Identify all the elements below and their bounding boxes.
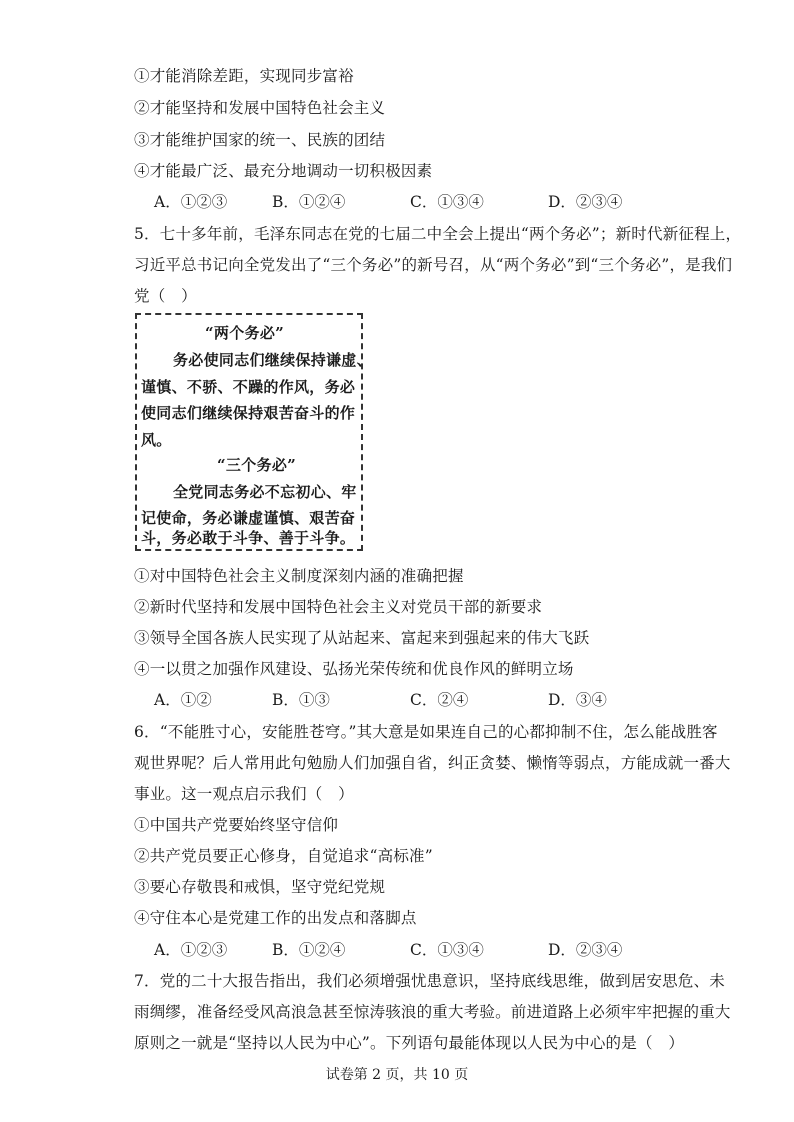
q6-stem-line-2: 观世界呢？后人常用此句勉励人们加强自省，纠正贪婪、懒惰等弱点，方能成就一番大 <box>134 754 731 772</box>
q6-stem-line-1: 6．“不能胜寸心，安能胜苍穹。”其大意是如果连自己的心都抑制不住，怎么能战胜客 <box>134 723 718 741</box>
q5-item-4: ④一以贯之加强作风建设、弘扬光荣传统和优良作风的鲜明立场 <box>134 660 574 678</box>
q6-stem-line-3: 事业。这一观点启示我们（ ） <box>134 785 354 803</box>
q4-option-b: B．①②④ <box>272 193 346 211</box>
q6-item-4: ④守住本心是党建工作的出发点和落脚点 <box>134 909 417 927</box>
q5-option-b: B．①③ <box>272 691 330 709</box>
box-body2-line-2: 记使命，务必谦虚谨慎、艰苦奋 <box>141 509 356 527</box>
q6-option-c: C．①③④ <box>410 941 484 959</box>
box-body1-line-2: 谨慎、不骄、不躁的作风，务必 <box>141 378 356 396</box>
box-body1-line-1: 务必使同志们继续保持谦虚、 <box>173 351 372 369</box>
q5-stem-line-1: 5．七十多年前，毛泽东同志在党的七届二中全会上提出“两个务必”；新时代新征程上， <box>134 225 742 243</box>
box-body2-line-1: 全党同志务必不忘初心、牢 <box>173 483 357 501</box>
q4-item-2: ②才能坚持和发展中国特色社会主义 <box>134 99 386 117</box>
q4-item-1: ①才能消除差距，实现同步富裕 <box>134 67 354 85</box>
q6-item-1: ①中国共产党要始终坚守信仰 <box>134 816 339 834</box>
q6-option-b: B．①②④ <box>272 941 346 959</box>
box-title-three-musts: “三个务必” <box>217 456 297 474</box>
q5-option-c: C．②④ <box>410 691 469 709</box>
box-body1-line-4: 风。 <box>141 431 172 449</box>
q4-option-d: D．②③④ <box>548 193 623 211</box>
q5-stem-line-2: 习近平总书记向全党发出了“三个务必”的新号召，从“两个务必”到“三个务必”，是我们 <box>134 256 733 274</box>
q6-option-a: A．①②③ <box>154 941 228 959</box>
q6-option-d: D．②③④ <box>548 941 623 959</box>
q5-stem-line-3: 党（ ） <box>134 287 197 305</box>
q6-item-3: ③要心存敬畏和戒惧，坚守党纪党规 <box>134 878 386 896</box>
q5-item-2: ②新时代坚持和发展中国特色社会主义对党员干部的新要求 <box>134 598 543 616</box>
q5-option-a: A．①② <box>154 691 212 709</box>
q4-item-4: ④才能最广泛、最充分地调动一切积极因素 <box>134 162 433 180</box>
page-footer: 试卷第 2 页，共 10 页 <box>325 1067 469 1083</box>
box-title-two-musts: “两个务必” <box>205 324 285 342</box>
box-body2-line-3: 斗，务必敢于斗争、善于斗争。 <box>141 529 356 547</box>
q4-item-3: ③才能维护国家的统一、民族的团结 <box>134 131 386 149</box>
q4-option-c: C．①③④ <box>410 193 484 211</box>
q7-stem-line-2: 雨绸缪，准备经受风高浪急甚至惊涛骇浪的重大考验。前进道路上必须牢牢把握的重大 <box>134 1003 731 1021</box>
q5-item-1: ①对中国特色社会主义制度深刻内涵的准确把握 <box>134 567 464 585</box>
q7-stem-line-1: 7．党的二十大报告指出，我们必须增强忧患意识，坚持底线思维，做到居安思危、未 <box>134 972 725 990</box>
q4-option-a: A．①②③ <box>154 193 228 211</box>
q5-material-box <box>135 313 372 551</box>
q5-item-3: ③领导全国各族人民实现了从站起来、富起来到强起来的伟大飞跃 <box>134 629 590 647</box>
box-body1-line-3: 使同志们继续保持艰苦奋斗的作 <box>141 404 356 422</box>
q7-stem-line-3: 原则之一就是“坚持以人民为中心”。下列语句最能体现以人民为中心的是（ ） <box>134 1034 685 1052</box>
q6-item-2: ②共产党员要正心修身，自觉追求“高标准” <box>134 847 433 865</box>
q5-option-d: D．③④ <box>548 691 607 709</box>
